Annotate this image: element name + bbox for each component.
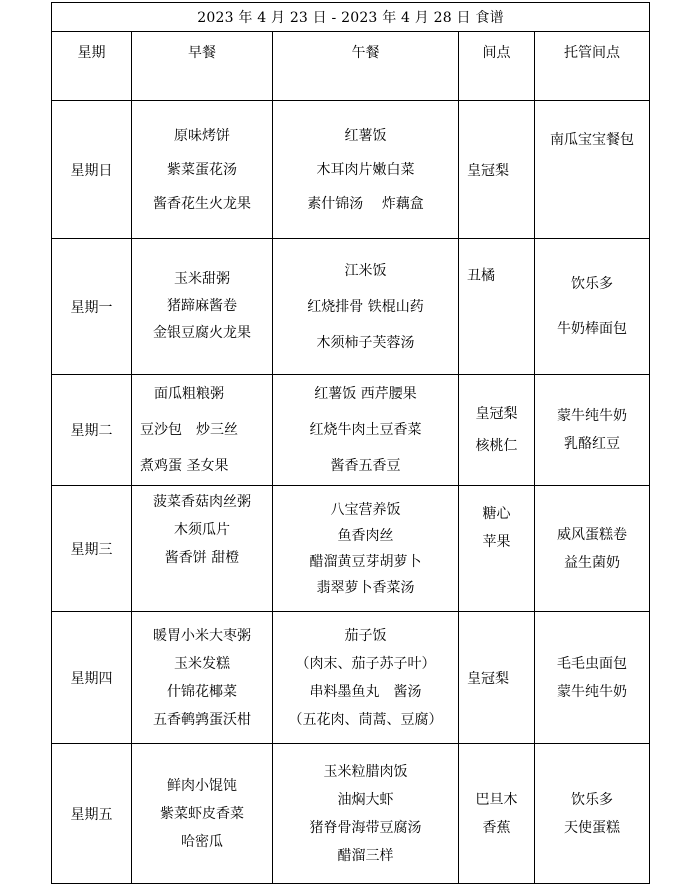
menu-item: 木须瓜片 (174, 522, 230, 538)
day-label: 星期二 (52, 375, 132, 486)
menu-item: 鱼香肉丝 (337, 527, 394, 544)
menu-item: 猪脊骨海带豆腐汤 (309, 819, 422, 836)
menu-item: 面瓜粗粮粥 (154, 386, 224, 402)
day-label: 星期日 (52, 101, 132, 239)
table-row (52, 612, 650, 744)
table-row (52, 375, 650, 486)
menu-item: 八宝营养饭 (330, 501, 401, 518)
snack-cell (459, 486, 535, 612)
snack-cell (459, 375, 535, 486)
menu-item: 木须柿子芙蓉汤 (316, 334, 415, 351)
menu-item: 醋溜黄豆芽胡萝卜 (309, 553, 422, 570)
table-row (52, 101, 650, 239)
menu-item: 红薯饭 西芹腰果 (314, 386, 417, 402)
care-snack-cell (535, 101, 650, 239)
menu-item: 江米饭 (344, 262, 387, 279)
breakfast-cell (132, 744, 273, 884)
care-snack-cell (535, 375, 650, 486)
menu-item: 鲜肉小馄饨 (167, 777, 237, 794)
menu-item: 皇冠梨 (475, 406, 518, 422)
menu-item: 酱香饼 甜橙 (164, 550, 240, 566)
menu-table (51, 2, 650, 884)
menu-item: 核桃仁 (475, 438, 518, 454)
menu-item: 素什锦汤 炸藕盒 (307, 195, 424, 212)
menu-item: 玉米粒腊肉饭 (323, 763, 408, 780)
snack-cell (459, 239, 535, 375)
menu-item: 紫菜虾皮香菜 (160, 805, 244, 822)
menu-item: 益生菌奶 (564, 554, 621, 571)
menu-item: 糖心 (482, 506, 511, 522)
menu-item: 什锦花椰菜 (167, 683, 237, 700)
menu-item: 毛毛虫面包 (557, 655, 628, 672)
menu-item: 茄子饭 (344, 627, 387, 644)
care-snack-cell (535, 486, 650, 612)
breakfast-cell (132, 101, 273, 239)
table-row (52, 239, 650, 375)
day-label: 星期五 (52, 744, 132, 884)
lunch-cell (273, 239, 459, 375)
menu-item: 香蕉 (482, 819, 511, 836)
care-snack-cell (535, 612, 650, 744)
breakfast-cell (132, 486, 273, 612)
menu-item: 木耳肉片嫩白菜 (316, 161, 415, 178)
menu-item: 威风蛋糕卷 (557, 526, 628, 543)
menu-item: 翡翠萝卜香菜汤 (316, 579, 415, 596)
menu-item: 南瓜宝宝餐包 (550, 132, 635, 148)
lunch-cell (273, 612, 459, 744)
menu-item: 豆沙包 炒三丝 (140, 422, 238, 438)
menu-item: 蒙牛纯牛奶 (557, 683, 628, 700)
lunch-cell (273, 744, 459, 884)
care-snack-cell (535, 744, 650, 884)
menu-item: 蒙牛纯牛奶 (557, 408, 628, 424)
header-breakfast: 早餐 (132, 32, 273, 101)
lunch-cell (273, 486, 459, 612)
menu-item: （五花肉、茼蒿、豆腐） (288, 711, 443, 728)
menu-item: 红烧牛肉土豆香菜 (309, 422, 422, 438)
breakfast-cell (132, 239, 273, 375)
menu-item: 五香鹌鹑蛋沃柑 (153, 711, 251, 728)
header-lunch: 午餐 (273, 32, 459, 101)
lunch-cell (273, 375, 459, 486)
menu-item: 巴旦木 (475, 791, 518, 808)
menu-item: 饮乐多 (571, 275, 614, 292)
day-label: 星期一 (52, 239, 132, 375)
snack-cell (459, 744, 535, 884)
menu-item: 煮鸡蛋 圣女果 (140, 458, 229, 474)
day-label: 星期三 (52, 486, 132, 612)
menu-item: 紫菜蛋花汤 (167, 161, 237, 178)
menu-item: 红薯饭 (344, 127, 387, 144)
breakfast-cell (132, 375, 273, 486)
menu-item: 丑橘 (467, 268, 495, 284)
menu-item: 菠菜香菇肉丝粥 (153, 494, 251, 510)
menu-item: 饮乐多 (571, 791, 614, 808)
menu-item: 酱香花生火龙果 (153, 195, 251, 212)
day-label: 星期四 (52, 612, 132, 744)
lunch-cell (273, 101, 459, 239)
menu-item: 串料墨鱼丸 酱汤 (309, 683, 422, 700)
table-row (52, 744, 650, 884)
menu-item: 哈密瓜 (181, 833, 223, 850)
care-snack-cell (535, 239, 650, 375)
menu-item: 皇冠梨 (467, 162, 509, 179)
menu-item: 皇冠梨 (467, 670, 509, 687)
snack-cell (459, 612, 535, 744)
menu-item: （肉末、茄子苏子叶） (295, 655, 436, 672)
header-care-snack: 托管间点 (535, 32, 650, 101)
menu-item: 红烧排骨 铁棍山药 (307, 298, 424, 315)
menu-item: 猪蹄麻酱卷 (167, 298, 237, 314)
menu-item: 酱香五香豆 (330, 458, 401, 474)
snack-cell (459, 101, 535, 239)
menu-item: 牛奶棒面包 (557, 320, 628, 337)
table-row (52, 486, 650, 612)
menu-item: 油焖大虾 (337, 791, 394, 808)
menu-item: 玉米发糕 (174, 655, 230, 672)
menu-item: 暖胃小米大枣粥 (153, 627, 251, 644)
menu-item: 醋溜三样 (337, 847, 394, 864)
menu-item: 乳酪红豆 (564, 436, 621, 452)
header-day: 星期 (52, 32, 132, 101)
header-snack: 间点 (459, 32, 535, 101)
menu-item: 玉米甜粥 (174, 271, 230, 287)
menu-item: 苹果 (482, 534, 511, 550)
menu-item: 天使蛋糕 (564, 819, 621, 836)
menu-item: 金银豆腐火龙果 (153, 325, 251, 341)
menu-item: 原味烤饼 (174, 127, 230, 144)
menu-title: 2023 年 4 月 23 日 - 2023 年 4 月 28 日 食谱 (52, 3, 650, 32)
breakfast-cell (132, 612, 273, 744)
